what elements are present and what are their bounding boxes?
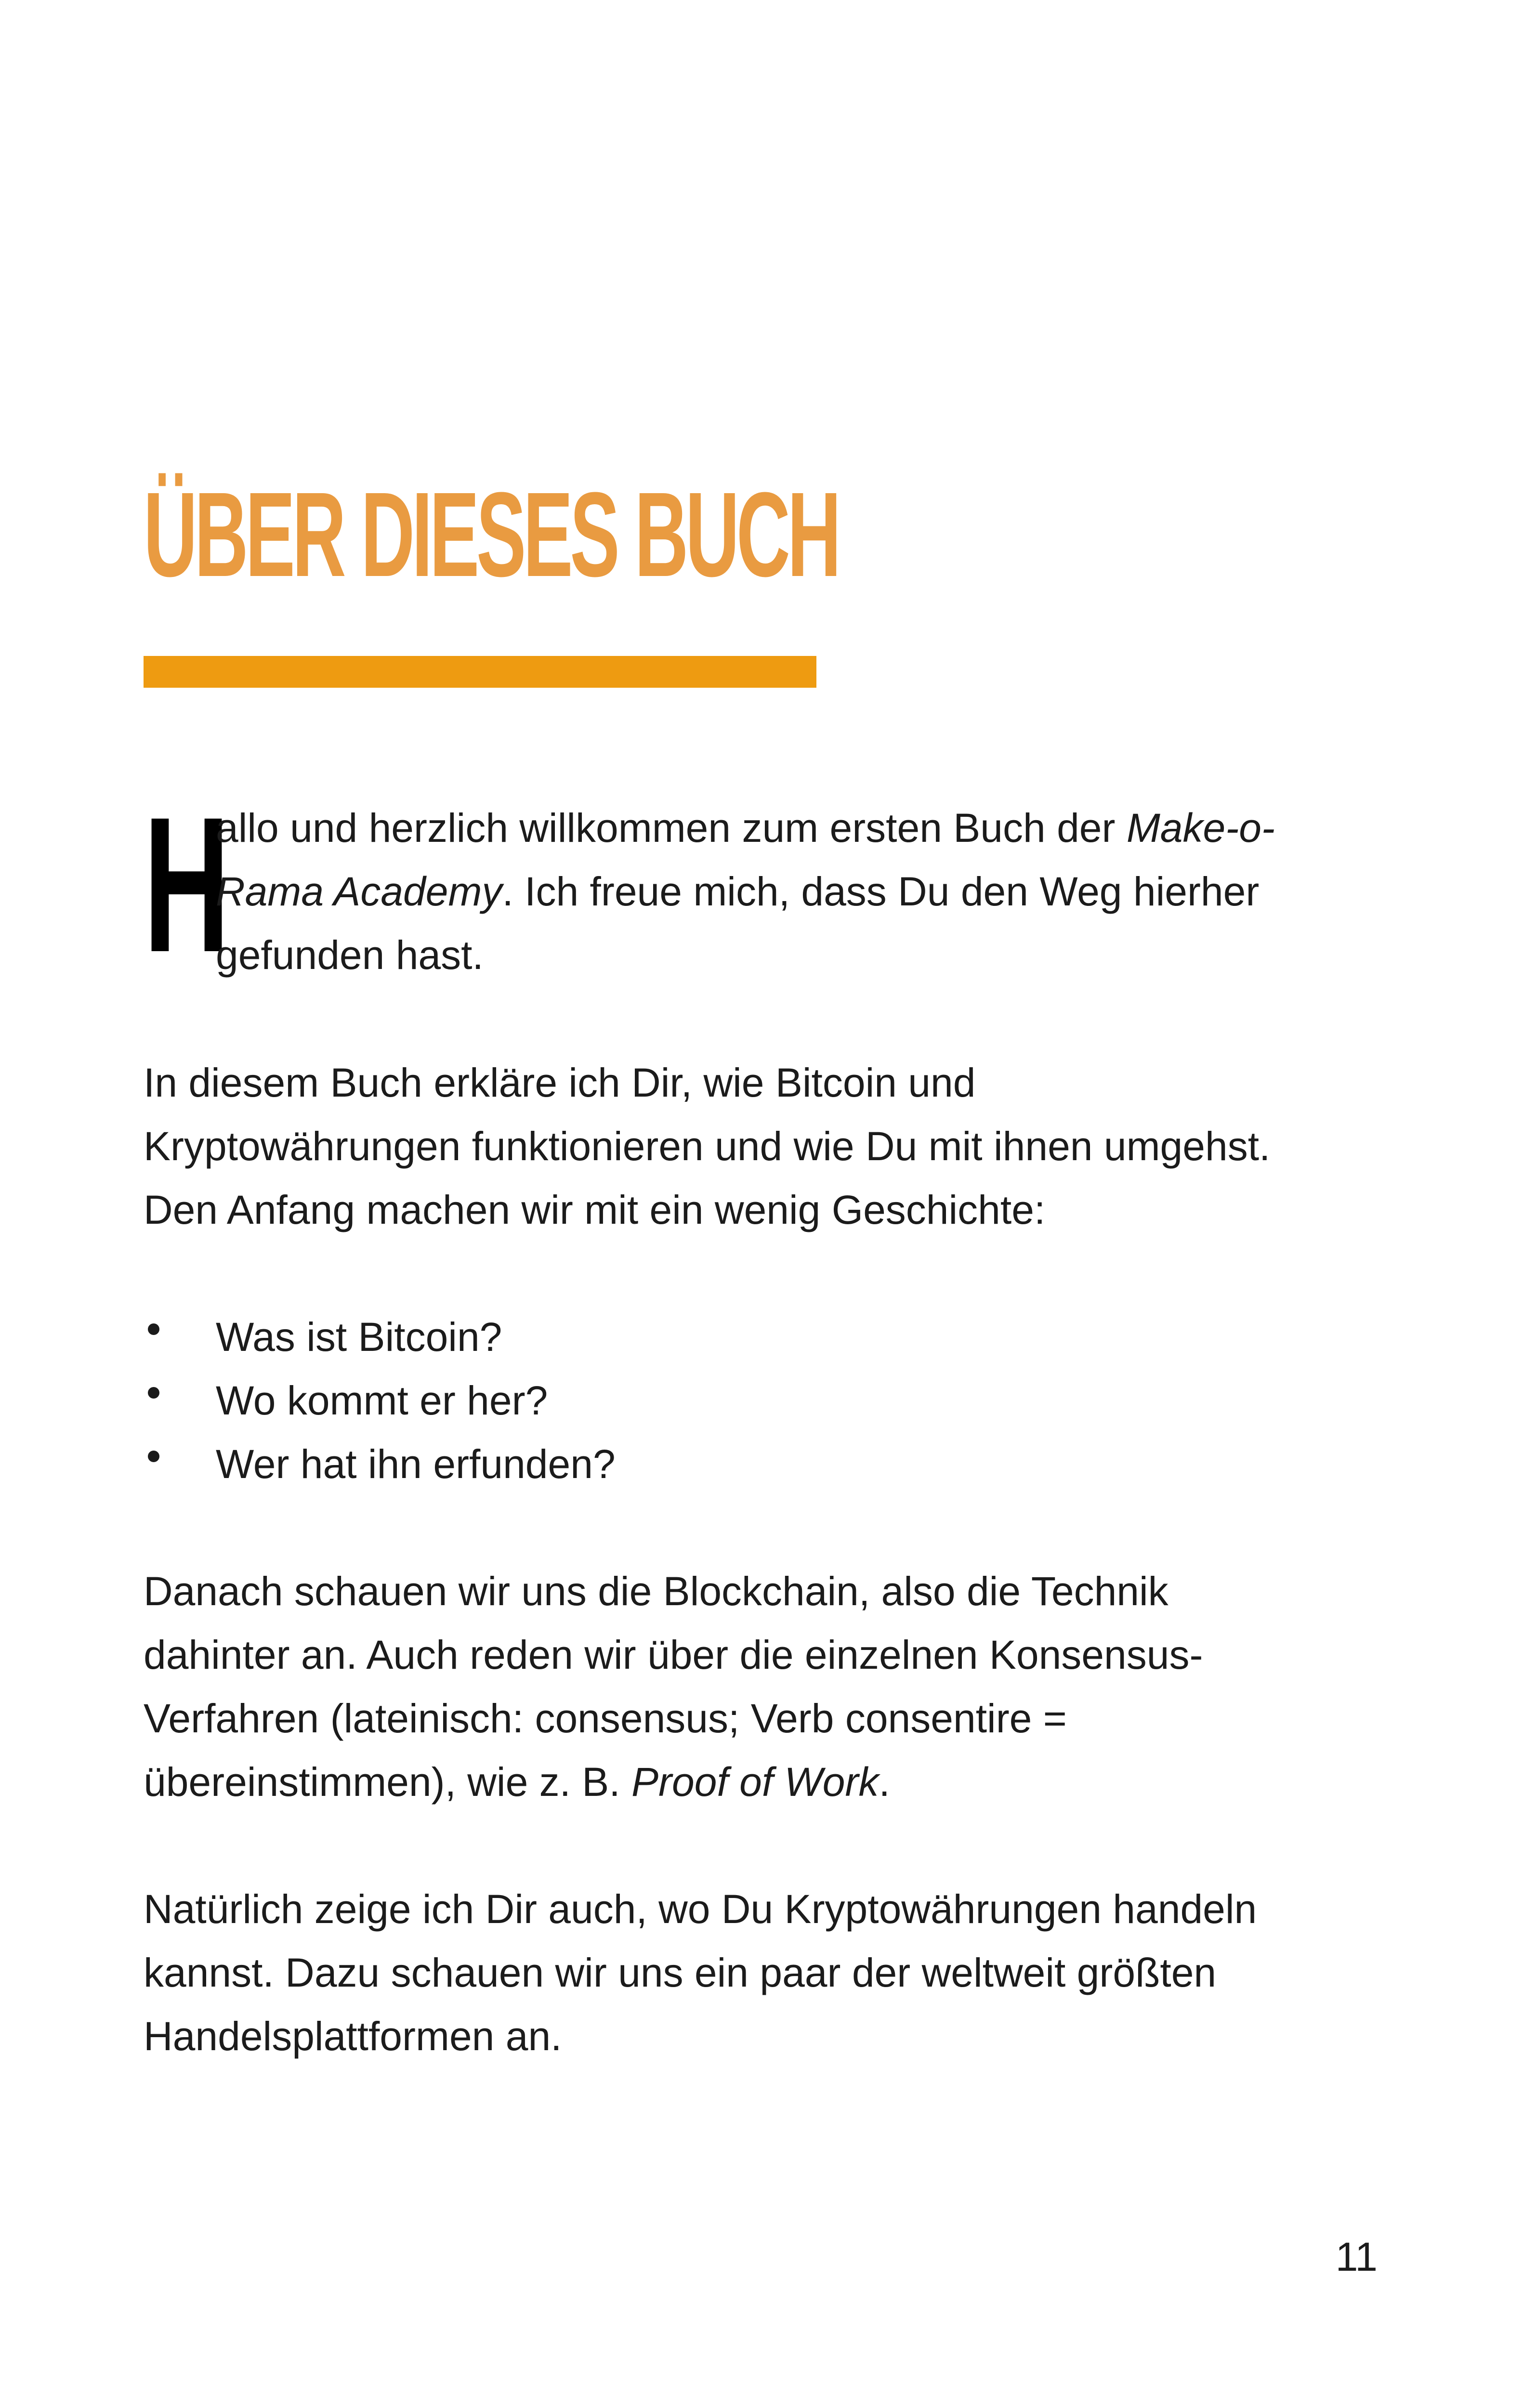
intro-line-1-text: allo und herzlich willkommen zum ersten Buch der [216,805,1127,851]
bullet-item: Wer hat ihn erfunden? [144,1432,616,1496]
paragraph-2-line: dahinter an. Auch reden wir über die einzelnen Konsensus- [144,1632,1203,1677]
paragraph-1-line: In diesem Buch erkläre ich Dir, wie Bitcoin und [144,1060,976,1105]
intro-line-2-italic: Rama Academy [216,869,502,914]
paragraph-3-line: Natürlich zeige ich Dir auch, wo Du Kryptowährungen handeln [144,1886,1257,1932]
drop-cap-letter: H [144,777,230,992]
paragraph-2 [144,1559,1203,1814]
intro-line-2 [216,860,1275,923]
drop-cap [144,777,230,992]
chapter-title: ÜBER DIESES BUCH [144,467,839,602]
intro-line-3: gefunden hast. [216,932,484,978]
page-number: 11 [1335,2234,1378,2279]
intro-line-2-text: . Ich freue mich, dass Du den Weg hierher [502,869,1260,914]
paragraph-1-line: Kryptowährungen funktionieren und wie Du mit ihnen umgehst. [144,1124,1271,1169]
paragraph-2-line: Danach schauen wir uns die Blockchain, also die Technik [144,1569,1168,1614]
paragraph-2-last-line [144,1750,1203,1814]
bullet-item: Wo kommt er her? [144,1369,616,1432]
paragraph-1 [144,1051,1270,1242]
intro-line-1-italic: Make-o- [1126,805,1275,851]
paragraph-2-last-text: übereinstimmen), wie z. B. [144,1759,632,1805]
title-underline-bar [144,656,816,688]
intro-lines [216,796,1275,987]
paragraph-3 [144,1877,1257,2068]
paragraph-2-last-italic: Proof of Work [631,1759,879,1805]
paragraph-3-line: kannst. Dazu schauen wir uns ein paar der weltweit größten [144,1950,1217,1995]
paragraph-1-line: Den Anfang machen wir mit ein wenig Geschichte: [144,1187,1046,1232]
intro-line-1 [216,796,1275,860]
paragraph-2-last-end: . [879,1759,890,1805]
bullet-list [144,1305,616,1496]
bullet-item: Was ist Bitcoin? [144,1305,616,1369]
paragraph-3-line: Handelsplattformen an. [144,2014,562,2059]
paragraph-2-line: Verfahren (lateinisch: consensus; Verb consentire = [144,1696,1067,1741]
